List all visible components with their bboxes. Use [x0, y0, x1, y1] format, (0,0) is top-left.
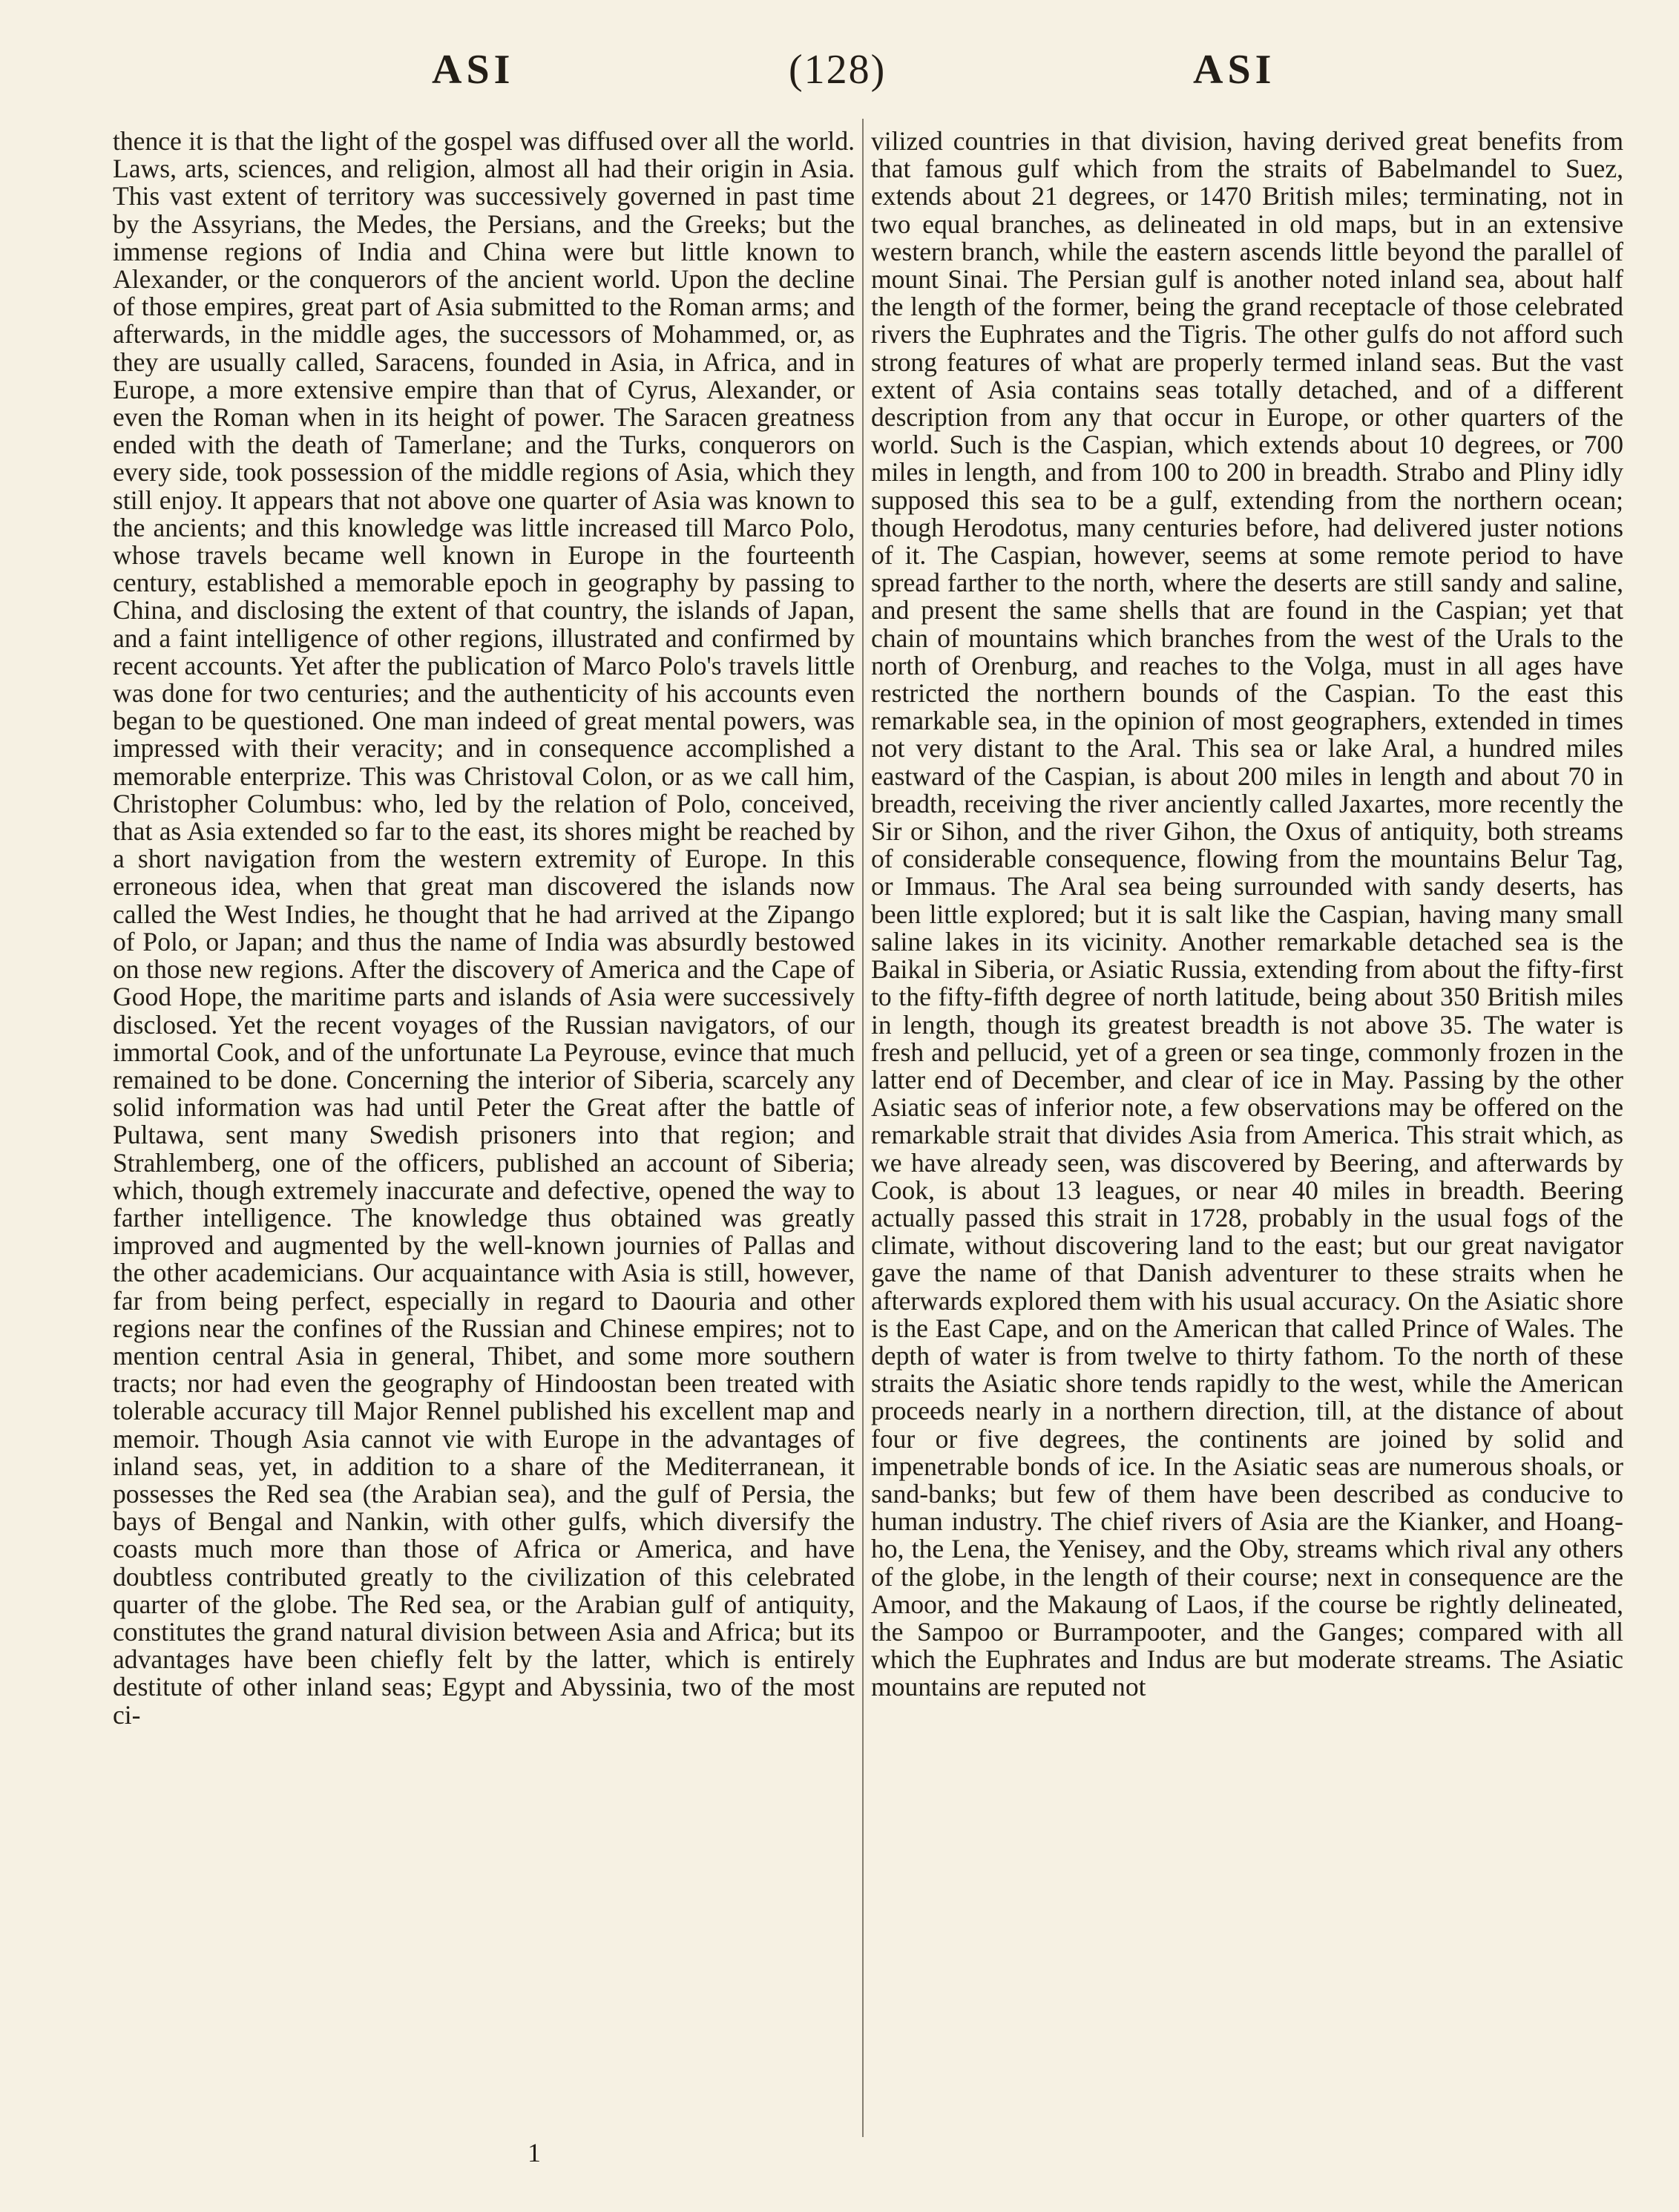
running-header [0, 46, 1679, 113]
right-column [871, 128, 1623, 1701]
signature-mark: 1 [528, 2138, 541, 2167]
left-column [113, 128, 855, 1729]
header-right-title: ASI [1193, 47, 1276, 93]
right-column-text: vilized countries in that division, having derived great benefits from that famous gulf which from the straits of Babelmandel to Suez, extends about 21 degrees, or 1470 British miles; terminating, not in two equal branches, as delineated in old maps, but in an extensive western branch, while the eastern ascends little beyond the parallel of mount Sinai. The Persian gulf is another noted inland sea, about half the length of the former, being the grand receptacle of those celebrated rivers the Euphrates and the Tigris. The other gulfs do not afford such strong features of what are properly termed inland seas. But the vast extent of Asia contains seas totally detached, and of a different description from any that occur in Europe, or other quarters of the world. Such is the Caspian, which extends about 10 degrees, or 700 miles in length, and from 100 to 200 in breadth. Strabo and Pliny idly supposed this sea to be a gulf, extending from the northern ocean; though Herodotus, many centuries before, had delivered juster notions of it. The Caspian, however, seems at some remote period to have spread farther to the north, where the deserts are still sandy and saline, and present the same shells that are found in the Caspian; yet that chain of mountains which branches from the west of the Urals to the north of Orenburg, and reaches to the Volga, must in all ages have restricted the northern bounds of the Caspian. To the east this remarkable sea, in the opinion of most geographers, extended in times not very distant to the Aral. This sea or lake Aral, a hundred miles eastward of the Caspian, is about 200 miles in length and about 70 in breadth, receiving the river anciently called Jaxartes, more recently the Sir or Sihon, and the river Gihon, the Oxus of antiquity, both streams of considerable consequence, flowing from the mountains Belur Tag, or Immaus. The Aral sea being surrounded with sandy deserts, has been little explored; but it is salt like the Caspian, having many small saline lakes in its vicinity. Another remarkable detached sea is the Baikal in Siberia, or Asiatic Russia, extending from about the fifty-first to the fifty-fifth degree of north latitude, being about 350 British miles in length, though its greatest breadth is not above 35. The water is fresh and pellucid, yet of a green or sea tinge, commonly frozen in the latter end of December, and clear of ice in May. Passing by the other Asiatic seas of inferior note, a few observations may be offered on the remarkable strait that divides Asia from America. This strait which, as we have already seen, was discovered by Beering, and afterwards by Cook, is about 13 leagues, or near 40 miles in breadth. Beering actually passed this strait in 1728, probably in the usual fogs of the climate, without discovering land to the east; but our great navigator gave the name of that Danish adventurer to these straits when he afterwards explored them with his usual accuracy. On the Asiatic shore is the East Cape, and on the American that called Prince of Wales. The depth of water is from twelve to thirty fathom. To the north of these straits the Asiatic shore tends rapidly to the west, while the American proceeds nearly in a northern direction, till, at the distance of about four or five degrees, the continents are joined by solid and impenetrable bonds of ice. In the Asiatic seas are numerous shoals, or sand-banks; but few of them have been described as conducive to human industry. The chief rivers of Asia are the Kianker, and Hoang-ho, the Lena, the Yenisey, and the Oby, streams which rival any others of the globe, in the length of their course; next in consequence are the Amoor, and the Makaung of Laos, if the course be rightly delineated, the Sampoo or Burrampooter, and the Ganges; compared with all which the Euphrates and Indus are but moderate streams. The Asiatic mountains are reputed not [871, 126, 1623, 1702]
left-column-text: thence it is that the light of the gospel was diffused over all the world. Laws, arts, sciences, and religion, almost all had their origin in Asia. This vast extent of territory was successively governed in past time by the Assyrians, the Medes, the Persians, and the Greeks; but the immense regions of India and China were but little known to Alexander, or the conquerors of the ancient world. Upon the decline of those empires, great part of Asia submitted to the Roman arms; and afterwards, in the middle ages, the successors of Mohammed, or, as they are usually called, Saracens, founded in Asia, in Africa, and in Europe, a more extensive empire than that of Cyrus, Alexander, or even the Roman when in its height of power. The Saracen greatness ended with the death of Tamerlane; and the Turks, conquerors on every side, took possession of the middle regions of Asia, which they still enjoy. It appears that not above one quarter of Asia was known to the ancients; and this knowledge was little increased till Marco Polo, whose travels became well known in Europe in the fourteenth century, established a memorable epoch in geography by passing to China, and disclosing the extent of that country, the islands of Japan, and a faint intelligence of other regions, illustrated and confirmed by recent accounts. Yet after the publication of Marco Polo's travels little was done for two centuries; and the authenticity of his accounts even began to be questioned. One man indeed of great mental powers, was impressed with their veracity; and in consequence accomplished a memorable enterprize. This was Christoval Colon, or as we call him, Christopher Columbus: who, led by the relation of Polo, conceived, that as Asia extended so far to the east, its shores might be reached by a short navigation from the western extremity of Europe. In this erroneous idea, when that great man discovered the islands now called the West Indies, he thought that he had arrived at the Zipango of Polo, or Japan; and thus the name of India was absurdly bestowed on those new regions. After the discovery of America and the Cape of Good Hope, the maritime parts and islands of Asia were successively disclosed. Yet the recent voyages of the Russian navigators, of our immortal Cook, and of the unfortunate La Peyrouse, evince that much remained to be done. Concerning the interior of Siberia, scarcely any solid information was had until Peter the Great after the battle of Pultawa, sent many Swedish prisoners into that region; and Strahlemberg, one of the officers, published an account of Siberia; which, though extremely inaccurate and defective, opened the way to farther intelligence. The knowledge thus obtained was greatly improved and augmented by the well-known journies of Pallas and the other academicians. Our acquaintance with Asia is still, however, far from being perfect, especially in regard to Daouria and other regions near the confines of the Russian and Chinese empires; not to mention central Asia in general, Thibet, and some more southern tracts; nor had even the geography of Hindoostan been treated with tolerable accuracy till Major Rennel published his excellent map and memoir. Though Asia cannot vie with Europe in the advantages of inland seas, yet, in addition to a share of the Mediterranean, it possesses the Red sea (the Arabian sea), and the gulf of Persia, the bays of Bengal and Nankin, with other gulfs, which diversify the coasts much more than those of Africa or America, and have doubtless contributed greatly to the civilization of this celebrated quarter of the globe. The Red sea, or the Arabian gulf of antiquity, constitutes the grand natural division between Asia and Africa; but its advantages have been chiefly felt by the latter, which is entirely destitute of other inland seas; Egypt and Abyssinia, two of the most ci- [113, 126, 855, 1730]
page-number: (128) [789, 47, 887, 93]
header-left-title: ASI [432, 47, 515, 93]
column-divider [862, 119, 864, 2137]
